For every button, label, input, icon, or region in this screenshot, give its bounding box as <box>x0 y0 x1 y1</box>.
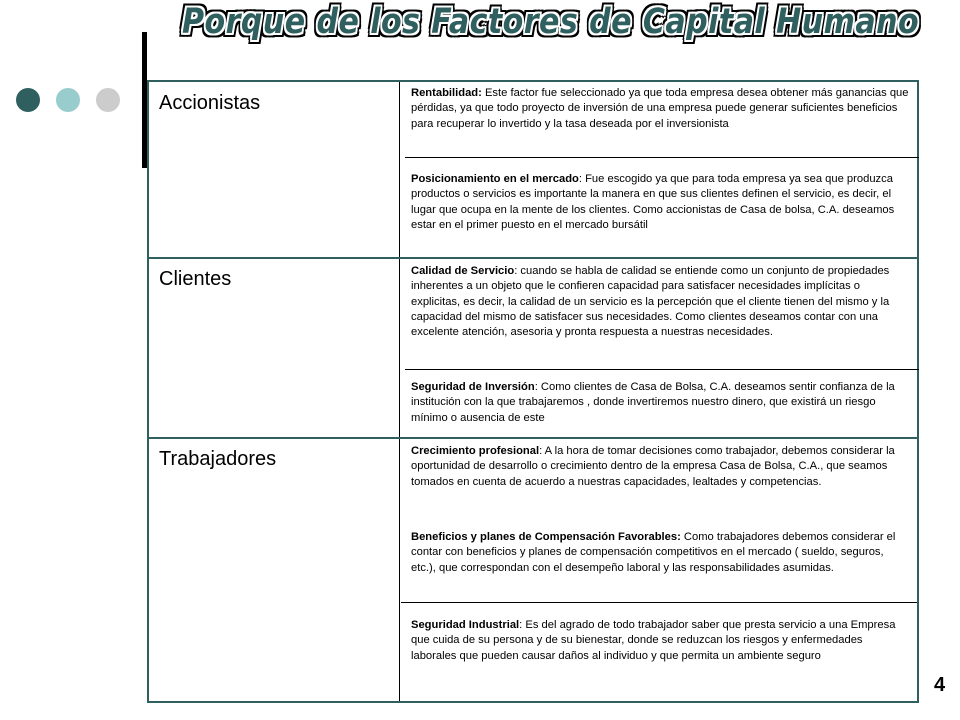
factor-posicionamiento <box>411 172 911 233</box>
factor-seguridad-industrial <box>411 618 911 664</box>
factor-name: Crecimiento profesional <box>411 445 540 457</box>
factor-separator <box>405 369 919 370</box>
slide-title: Porque de los Factores de Capital Humano <box>182 2 920 42</box>
factor-name: Posicionamiento en el mercado <box>411 173 579 185</box>
factor-text: : Como clientes de Casa de Bolsa, C.A. deseamos sentir confianza de la institución con la que trabajaremos , donde invertiremos nuestro dinero, que existirá un riesgo mínimo o ausencia de este <box>411 381 895 424</box>
category-trabajadores: Trabajadores <box>159 448 277 470</box>
page-number: 4 <box>934 674 946 696</box>
decorative-dot-gray <box>96 88 120 112</box>
factor-text: : Es del agrado de todo trabajador saber que presta servicio a una Empresa que cuida de su persona y de su bienestar, donde se reduzcan los riesgos y enfermedades laborales que pueden causar daños al individuo y que permita un ambiente seguro <box>411 619 896 662</box>
factor-rentabilidad <box>411 86 911 132</box>
column-divider <box>399 82 400 701</box>
factor-name: Seguridad Industrial <box>411 619 520 631</box>
row-divider <box>149 437 917 439</box>
factor-name: Calidad de Servicio <box>411 265 515 277</box>
category-accionistas: Accionistas <box>159 92 261 114</box>
factor-crecimiento-profesional <box>411 444 911 490</box>
factor-text: : Fue escogido ya que para toda empresa ya sea que produzca productos o servicios es importante la manera en que sus clientes definen el servicio, es decir, el lugar que ocupa en la mente de los clientes. Como accionistas de Casa de bolsa, C.A. deseamos estar en el primer puesto en el mercado bursátil <box>411 173 895 231</box>
factor-separator <box>401 602 917 603</box>
factor-name: Beneficios y planes de Compensación Favorables: <box>411 531 681 543</box>
factor-name: Rentabilidad: <box>411 87 482 99</box>
factor-text: Como trabajadores debemos considerar el contar con beneficios y planes de compensación competitivos en el mercado ( sueldo, seguros, etc.), que correspondan con el desempeño laboral y las responsabilidades asumidas. <box>411 531 896 574</box>
row-divider <box>149 257 917 259</box>
factors-table <box>147 80 919 703</box>
factor-text: : A la hora de tomar decisiones como trabajador, debemos considerar la oportunidad de desarrollo o crecimiento dentro de la empresa Casa de Bolsa, C.A., que seamos tomados en cuenta de acuerdo a nuestras capacidades, lealtades y competencias. <box>411 445 895 488</box>
factor-name: Seguridad de Inversión <box>411 381 535 393</box>
decorative-dot-dark <box>16 88 40 112</box>
factor-beneficios-compensacion <box>411 530 911 576</box>
decorative-dot-light <box>56 88 80 112</box>
factor-text: : cuando se habla de calidad se entiende como un conjunto de propiedades inherentes a un objeto que le confieren capacidad para satisfacer necesidades implícitas o explicitas, es decir, la calidad de un servicio es la percepción que el cliente tienen del mismo y la capacidad del mismo de satisfacer sus necesidades. Como clientes deseamos contar con una excelente atención, asesoria y pronta respuesta a nuestras necesidades. <box>411 265 890 339</box>
factor-separator <box>405 157 919 158</box>
factor-text: Este factor fue seleccionado ya que toda empresa desea obtener más ganancias que pérdidas, ya que todo proyecto de inversión de una empresa puede generar suficientes beneficios para recuperar lo invertido y la tasa deseada por el inversionista <box>411 87 909 130</box>
factor-seguridad-inversion <box>411 380 911 426</box>
factor-calidad-servicio <box>411 264 911 340</box>
category-clientes: Clientes <box>159 268 232 290</box>
